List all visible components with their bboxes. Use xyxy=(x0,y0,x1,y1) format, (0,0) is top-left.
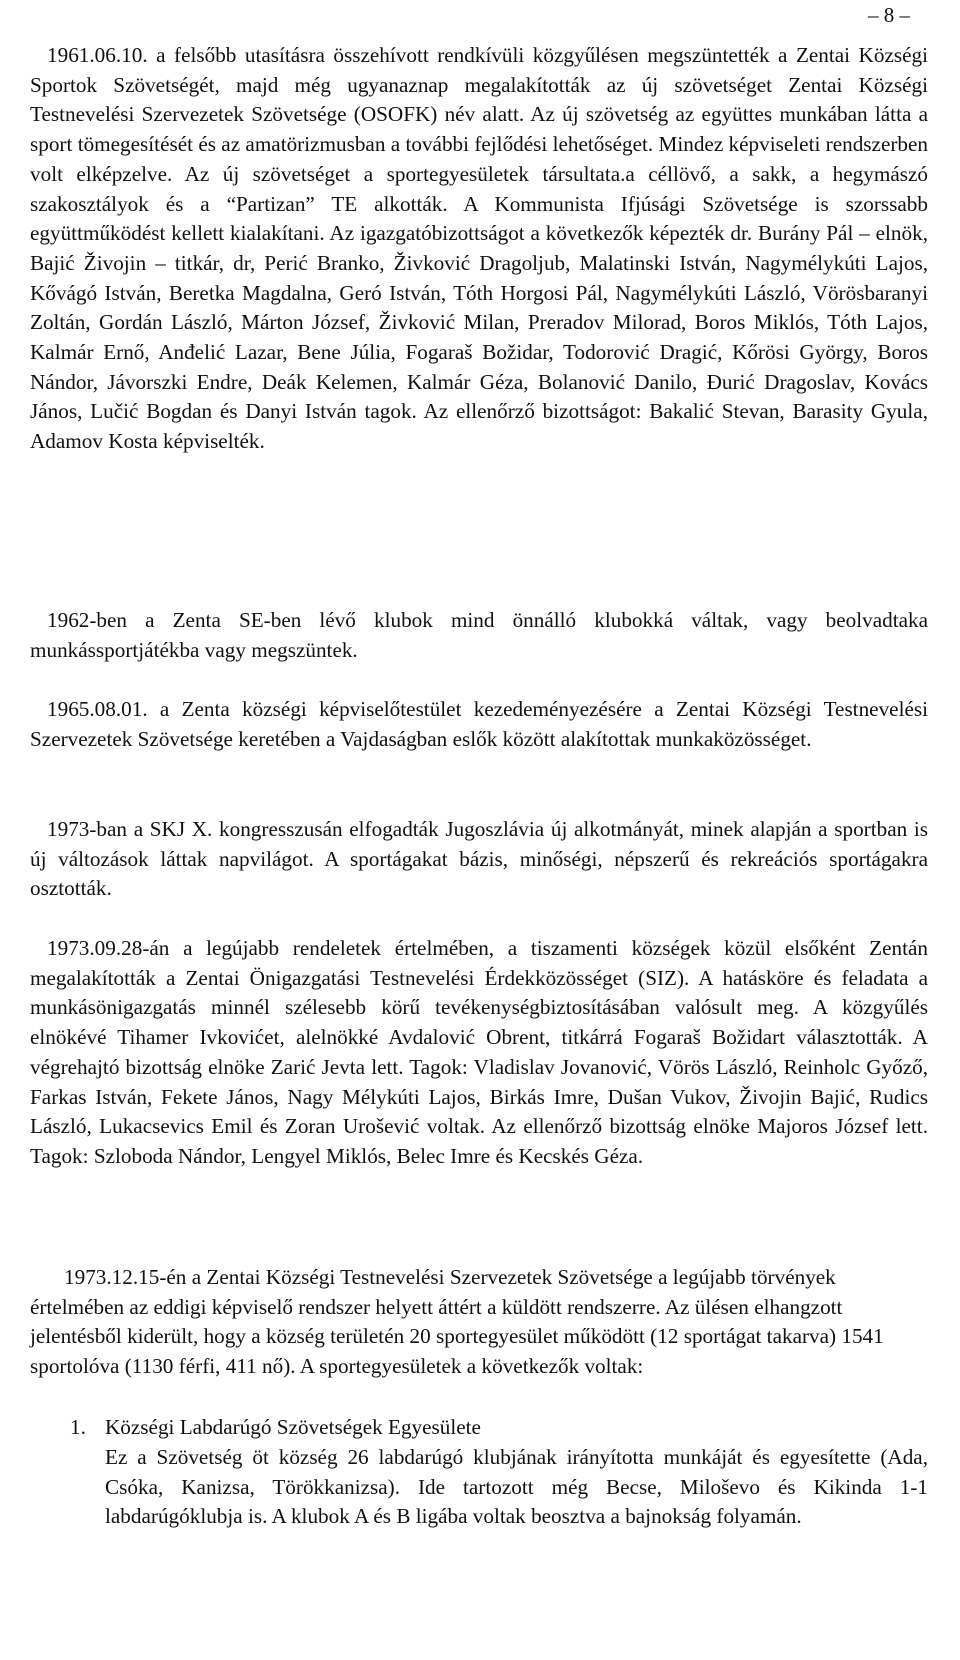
paragraph-1962: 1962-ben a Zenta SE-ben lévő klubok mind önnálló klubokká váltak, vagy beolvadtaka munkássportjátékba vagy megszüntek. xyxy=(30,608,928,662)
list-item-body: Ez a Szövetség öt község 26 labdarúgó klubjának irányította munkáját és egyesítette (Ada, Csóka, Kanizsa, Törökkanizsa). Ide tartozott még Becse, Miloševo és Kikinda 1-1 labdarúgóklubja is. A klubok A és B ligába voltak beosztva a bajnokság folyamán. xyxy=(105,1445,928,1529)
page-number: – 8 – xyxy=(868,3,910,27)
list-item-number: 1. xyxy=(70,1415,86,1439)
paragraph-1973-delegate: 1973.12.15-én a Zentai Községi Testnevelési Szervezetek Szövetsége a legújabb törvények értelmében az eddigi képviselő rendszer helyett áttért a küldött rendszerre. Az ülésen elhangzott jelentésből kiderült, hogy a község területén 20 sportegyesület működött (12 sportágat takarva) 1541 sportolóva (1130 férfi, 411 nő). A sportegyesületek a következők voltak: xyxy=(30,1265,884,1379)
paragraph-1961: 1961.06.10. a felsőbb utasításra összehívott rendkívüli közgyűlésen megszüntették a Zentai Községi Sportok Szövetségét, majd még ugyanaznap megalakították az új szövetséget Zentai Községi Testnevelési Szervezetek Szövetsége (OSOFK) név alatt. Az új szövetség az együttes munkában látta a sport tömegesítését és az amatörizmusban a további fejlődési lehetőséget. Mindez képviseleti rendszerben volt elképzelve. Az új szövetséget a sportegyesületek társultata.a céllövő, a sakk, a hegymászó szakosztályok és a “Partizan” TE alkották. A Kommunista Ifjúsági Szövetsége is szorssabb együttműködést kellett kialakítani. Az igazgatóbizottságot a következők képezték dr. Burány Pál – elnök, Bajić Živojin – titkár, dr, Perić Branko, Živković Dragoljub, Malatinski István, Nagymélykúti Lajos, Kővágó István, Beretka Magdalna, Geró István, Tóth Horgosi Pál, Nagymélykúti László, Vörösbaranyi Zoltán, Gordán László, Márton József, Živković Milan, Preradov Milorad, Boros Miklós, Tóth Lajos, Kalmár Ernő, Anđelić Lazar, Bene Júlia, Fogaraš Božidar, Todorović Dragić, Kőrösi György, Boros Nándor, Jávorszki Endre, Deák Kelemen, Kalmár Géza, Bolanović Danilo, Đurić Dragoslav, Kovács János, Lučić Bogdan és Danyi István tagok. Az ellenőrző bizottságot: Bakalić Stevan, Barasity Gyula, Adamov Kosta képviselték. xyxy=(30,43,928,454)
list-item-title: Községi Labdarúgó Szövetségek Egyesülete xyxy=(105,1415,481,1439)
paragraph-1973-siz: 1973.09.28-án a legújabb rendeletek értelmében, a tiszamenti községek közül elsőként Zentán megalakították a Zentai Önigazgatási Testnevelési Érdekközösséget (SIZ). A hatásköre és feladata a munkásönigazgatás minnél szélesebb körű tevékenységbiztosításában valósult meg. A közgyűlés elnökévé Tihamer Ivkovićet, alelnökké Avdalović Obrent, titkárrá Fogaraš Božidart választották. A végrehajtó bizottság elnöke Zarić Jevta lett. Tagok: Vladislav Jovanović, Vörös László, Reinholc Győző, Farkas István, Fekete János, Nagy Mélykúti Lajos, Birkás Imre, Dušan Vukov, Živojin Bajić, Rudics László, Lukacsevics Emil és Zoran Urošević voltak. Az ellenőrző bizottság elnöke Majoros József lett. Tagok: Szloboda Nándor, Lengyel Miklós, Belec Imre és Kecskés Géza. xyxy=(30,936,928,1168)
paragraph-1965: 1965.08.01. a Zenta községi képviselőtestület kezedeményezésére a Zentai Községi Testnevelési Szervezetek Szövetsége keretében a Vajdaságban eslők között alakítottak munkaközösséget. xyxy=(30,697,928,751)
paragraph-1973-congress: 1973-ban a SKJ X. kongresszusán elfogadták Jugoszlávia új alkotmányát, minek alapján a sportban is új változások láttak napvilágot. A sportágakat bázis, minőségi, népszerű és rekreációs sportágakra osztották. xyxy=(30,817,928,901)
